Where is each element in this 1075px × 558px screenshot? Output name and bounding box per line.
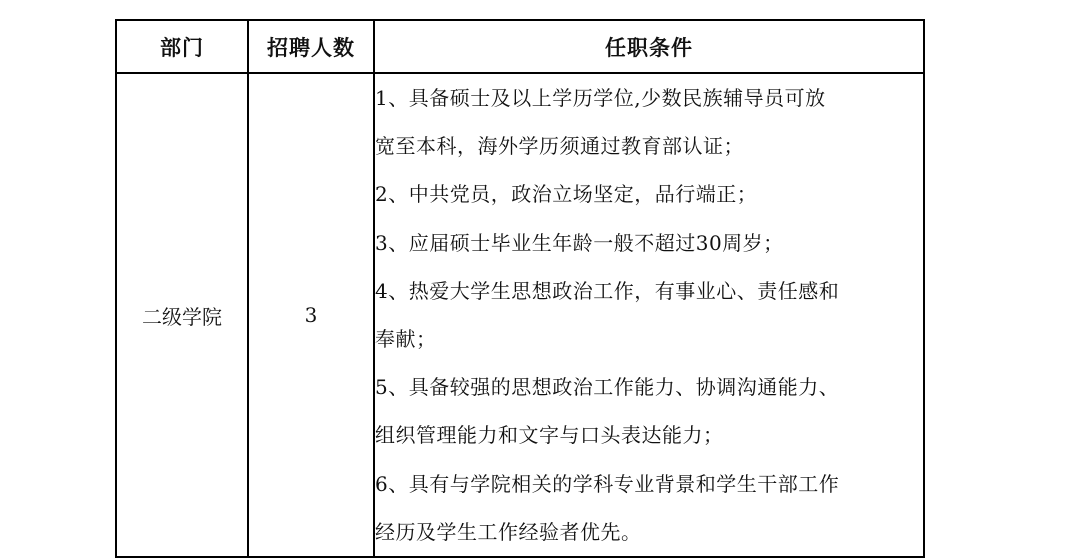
requirement-line: 6、具有与学院相关的学科专业背景和学生干部工作 bbox=[375, 471, 840, 496]
header-row bbox=[116, 20, 924, 73]
cell-count: 3 bbox=[248, 73, 374, 557]
cell-department: 二级学院 bbox=[116, 73, 248, 557]
requirement-line: 2、中共党员，政治立场坚定，品行端正； bbox=[375, 182, 758, 207]
table-row bbox=[116, 73, 924, 557]
requirement-line: 奉献； bbox=[375, 327, 437, 352]
header-count: 招聘人数 bbox=[248, 20, 374, 73]
recruitment-table bbox=[115, 19, 925, 558]
requirement-line: 1、具备硕士及以上学历学位,少数民族辅导员可放 bbox=[375, 86, 826, 110]
requirement-line: 组织管理能力和文字与口头表达能力； bbox=[375, 423, 724, 448]
requirement-line: 4、热爱大学生思想政治工作，有事业心、责任感和 bbox=[375, 278, 840, 303]
requirement-line: 5、具备较强的思想政治工作能力、协调沟通能力、 bbox=[375, 375, 840, 400]
header-department: 部门 bbox=[116, 20, 248, 73]
requirement-line: 宽至本科，海外学历须通过教育部认证； bbox=[375, 134, 744, 159]
requirement-line: 经历及学生工作经验者优先。 bbox=[375, 519, 642, 544]
requirement-line: 3、应届硕士毕业生年龄一般不超过30周岁； bbox=[375, 230, 784, 255]
header-requirements: 任职条件 bbox=[374, 20, 924, 73]
cell-requirements bbox=[374, 73, 924, 557]
